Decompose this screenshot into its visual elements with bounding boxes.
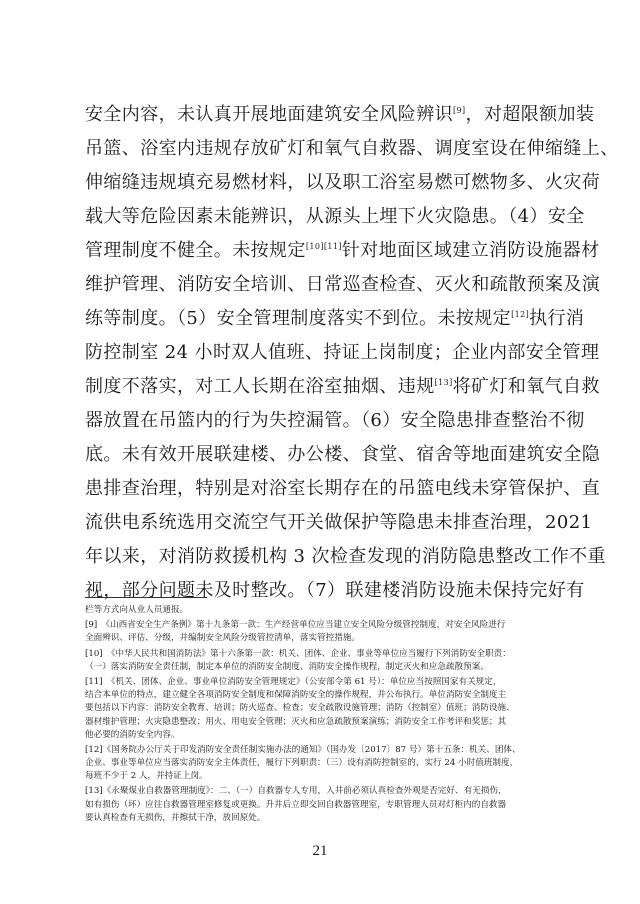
body-line: 吊篮、浴室内违规存放矿灯和氧气自救器、调度室设在伸缩缝上、 xyxy=(85,138,619,159)
footnote-line: 要包括以下内容：消防安全教育、培训；防火巡查、检查；安全疏散设施管理；消防（控制室）值班；消防设施、 xyxy=(85,703,515,714)
body-line: 视，部分问题未及时整改。（7）联建楼消防设施未保持完好有 xyxy=(85,580,585,601)
page-number: 21 xyxy=(312,843,328,859)
body-line: 器放置在吊篮内的行为失控漏管。（6）安全隐患排查整治不彻 xyxy=(85,410,585,431)
body-line: 管理制度不健全。未按规定[10][11]针对地面区域建立消防设施器材 xyxy=(85,240,600,261)
footnote-line: 全面辨识、评估、分级，并编制安全风险分级管控清单，落实管控措施。 xyxy=(85,633,361,644)
footnote-line: 器材维护管理；火灾隐患整改；用火、用电安全管理；灭火和应急疏散预案演练；消防安全工作考评和奖惩；其 xyxy=(85,716,507,727)
body-line: 练等制度。（5）安全管理制度落实不到位。未按规定[12]执行消 xyxy=(85,308,585,329)
body-line: 流供电系统选用交流空气开关做保护等隐患未排查治理，2021 xyxy=(85,512,593,533)
body-line: 年以来，对消防救援机构 3 次检查发现的消防隐患整改工作不重 xyxy=(85,546,606,567)
body-line: 患排查治理，特别是对浴室长期存在的吊篮电线未穿管保护、直 xyxy=(85,478,601,499)
footnote-line: 每班不少于 2 人，并持证上岗。 xyxy=(85,771,208,782)
body-text xyxy=(85,98,619,608)
body-line: 制度不落实，对工人长期在浴室抽烟、违规[13]将矿灯和氧气自救 xyxy=(85,376,600,397)
footnotes xyxy=(85,604,560,825)
footnote-line: （一）落实消防安全责任制，制定本单位的消防安全制度、消防安全操作规程，制定灭火和应急疏散预案。 xyxy=(85,661,489,672)
body-line: 伸缩缝违规填充易燃材料，以及职工浴室易燃可燃物多、火灾荷 xyxy=(85,172,601,193)
body-line: 载大等危险因素未能辨识，从源头上埋下火灾隐患。（4）安全 xyxy=(85,206,585,227)
footnote-line: 要认真检查有无损伤，并擦拭干净，放回原处。 xyxy=(85,812,266,823)
footnote-line: [11] 《机关、团体、企业、事业单位消防安全管理规定》（公安部令第 61 号）：单位应当按照国家有关规定， xyxy=(85,676,502,687)
footnote-line: [13]《永聚煤业自救器管理制度》：二、（一）自救器专人专用，入井前必须认真检查外观是否完好、有无损伤， xyxy=(85,786,507,797)
footnote-line: 结合本单位的特点，建立健全各项消防安全制度和保障消防安全的操作规程，并公布执行。单位消防安全制度主 xyxy=(85,690,507,701)
body-line: 维护管理、消防安全培训、日常巡查检查、灭火和疏散预案及演 xyxy=(85,274,601,295)
body-line: 底。未有效开展联建楼、办公楼、食堂、宿舍等地面建筑安全隐 xyxy=(85,444,601,465)
footnote-line: [10] 《中华人民共和国消防法》第十六条第一款：机关、团体、企业、事业等单位应当履行下列消防安全职责： xyxy=(85,648,511,659)
body-line: 防控制室 24 小时双人值班、持证上岗制度；企业内部安全管理 xyxy=(85,342,600,363)
footnote-line: 如有损伤（坏）应往自救器管理室修复或更换。升井后立即交回自救器管理室，专职管理人员对灯柜内的自救器 xyxy=(85,799,507,810)
footnote-line: 企业、事业等单位应当落实消防安全主体责任，履行下列职责：（三）设有消防控制室的，实行 24 小时值班制度， xyxy=(85,758,519,769)
footnote-separator xyxy=(85,597,207,598)
footnote-line: [9] 《山西省安全生产条例》第十九条第一款：生产经营单位应当建立安全风险分级管控制度，对安全风险进行 xyxy=(85,620,506,631)
footnote-line: [12]《国务院办公厅关于印发消防安全责任制实施办法的通知》（国办发〔2017〕87 号）第十五条：机关、团体、 xyxy=(85,744,521,755)
footnote-line: 栏等方式向从业人员通报。 xyxy=(85,605,189,615)
body-line: 安全内容，未认真开展地面建筑安全风险辨识[9]，对超限额加装 xyxy=(85,104,595,125)
footnote-line: 他必要的消防安全内容。 xyxy=(85,729,180,740)
